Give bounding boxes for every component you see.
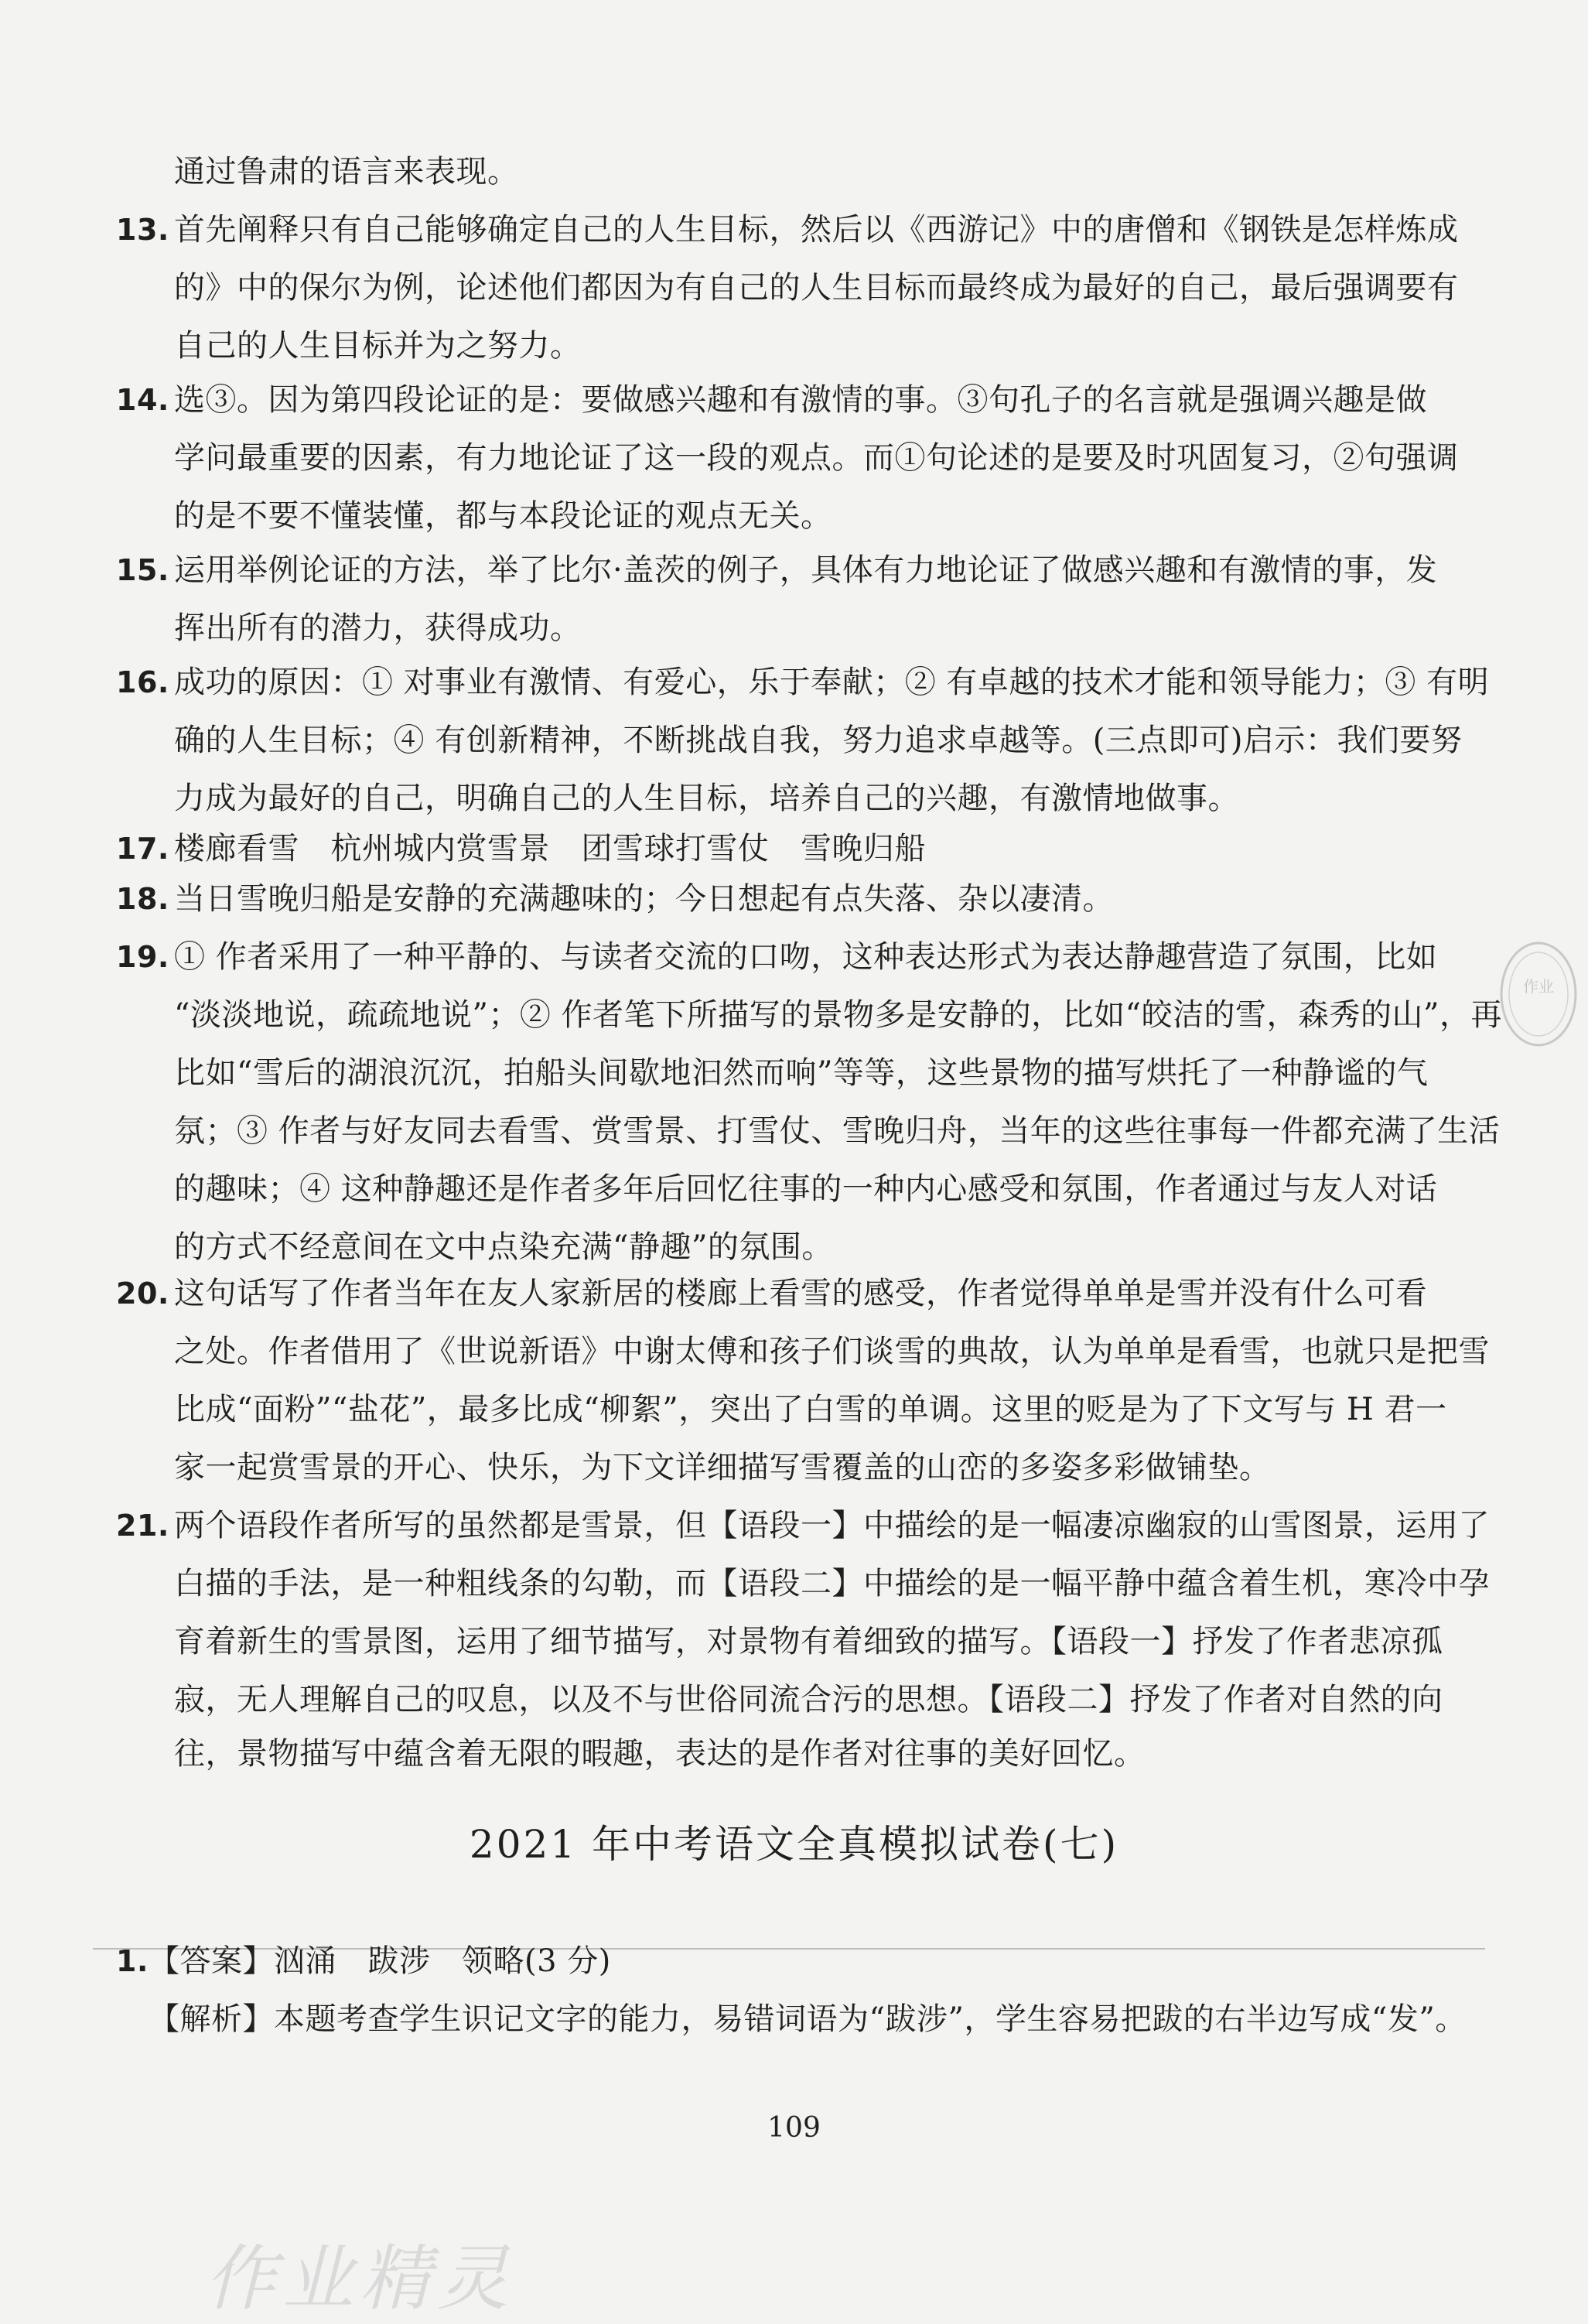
text-line: 的方式不经意间在文中点染充满“静趣”的氛围。 — [174, 1229, 833, 1265]
question-number: 19. — [116, 940, 169, 974]
question-number: 20. — [116, 1276, 169, 1311]
text-line: 家一起赏雪景的开心、快乐，为下文详细描写雪覆盖的山峦的多姿多彩做铺垫。 — [174, 1450, 1271, 1485]
question-1 — [116, 1942, 611, 1981]
text-line: 运用举例论证的方法，举了比尔·盖茨的例子，具体有力地论证了做感兴趣和有激情的事，发 — [174, 552, 1438, 588]
text-line: 这句话写了作者当年在友人家新居的楼廊上看雪的感受，作者觉得单单是雪并没有什么可看 — [174, 1276, 1427, 1311]
text-line: 通过鲁肃的语言来表现。 — [174, 154, 519, 190]
question-14 — [116, 381, 1427, 419]
question-number: 21. — [116, 1509, 169, 1543]
text-line: 的是不要不懂装懂，都与本段论证的观点无关。 — [174, 498, 832, 534]
question-number: 14. — [116, 383, 169, 417]
text-line: 确的人生目标；④ 有创新精神，不断挑战自我，努力追求卓越等。(三点即可)启示：我们要努 — [174, 723, 1463, 758]
text-line: 氛；③ 作者与好友同去看雪、赏雪景、打雪仗、雪晚归舟，当年的这些往事每一件都充满了生活 — [174, 1113, 1501, 1149]
text-line: ① 作者采用了一种平静的、与读者交流的口吻，这种表达形式为表达静趣营造了氛围，比如 — [174, 939, 1438, 975]
text-line: “淡淡地说，疏疏地说”；② 作者笔下所描写的景物多是安静的，比如“皎洁的雪，森秀的山”，再 — [174, 997, 1503, 1033]
text-line: 寂，无人理解自己的叹息，以及不与世俗同流合污的思想。【语段二】抒发了作者对自然的向 — [174, 1682, 1443, 1717]
text-line: 两个语段作者所写的虽然都是雪景，但【语段一】中描绘的是一幅凄凉幽寂的山雪图景，运用了 — [174, 1508, 1490, 1543]
question-number: 17. — [116, 832, 169, 866]
question-number: 16. — [116, 665, 169, 699]
text-line: 挥出所有的潜力，获得成功。 — [174, 610, 582, 646]
section-title: 2021 年中考语文全真模拟试卷(七) — [469, 1822, 1119, 1867]
question-number: 1. — [116, 1944, 149, 1978]
text-line: 自己的人生目标并为之努力。 — [174, 328, 582, 364]
text-line: 之处。作者借用了《世说新语》中谢太傅和孩子们谈雪的典故，认为单单是看雪，也就只是把雪 — [174, 1334, 1490, 1369]
text-line: 的》中的保尔为例，论述他们都因为有自己的人生目标而最终成为最好的自己，最后强调要有 — [174, 270, 1459, 306]
text-line: 选③。因为第四段论证的是：要做感兴趣和有激情的事。③句孔子的名言就是强调兴趣是做 — [174, 382, 1427, 418]
question-19 — [116, 938, 1437, 976]
watermark: 作业精灵 — [205, 2237, 515, 2320]
text-line: 首先阐释只有自己能够确定自己的人生目标，然后以《西游记》中的唐僧和《钢铁是怎样炼成 — [174, 212, 1459, 248]
text-line: 【答案】汹涌 跋涉 领略(3 分) — [149, 1943, 611, 1979]
text-line: 的趣味；④ 这种静趣还是作者多年后回忆往事的一种内心感受和氛围，作者通过与友人对话 — [174, 1171, 1438, 1207]
question-number: 18. — [116, 882, 169, 916]
text-line: 力成为最好的自己，明确自己的人生目标，培养自己的兴趣，有激情地做事。 — [174, 781, 1239, 816]
text-line: 比如“雪后的湖浪沉沉，拍船头间歇地汩然而响”等等，这些景物的描写烘托了一种静谧的气 — [174, 1055, 1429, 1091]
question-13 — [116, 210, 1459, 249]
question-20 — [116, 1274, 1427, 1313]
question-15 — [116, 551, 1437, 590]
text-line: 白描的手法，是一种粗线条的勾勒，而【语段二】中描绘的是一幅平静中蕴含着生机，寒冷中孕 — [174, 1566, 1490, 1601]
text-line: 育着新生的雪景图，运用了细节描写，对景物有着细致的描写。【语段一】抒发了作者悲凉孤 — [174, 1624, 1443, 1659]
question-21 — [116, 1506, 1490, 1545]
question-number: 13. — [116, 213, 169, 247]
text-line: 学问最重要的因素，有力地论证了这一段的观点。而①句论述的是要及时巩固复习，②句强调 — [174, 440, 1459, 476]
text-line: 【解析】本题考查学生识记文字的能力，易错词语为“跋涉”，学生容易把跋的右半边写成“发”。 — [149, 2001, 1467, 2037]
question-18 — [116, 880, 1114, 918]
text-line: 成功的原因：① 对事业有激情、有爱心，乐于奉献；② 有卓越的技术才能和领导能力；③ 有明 — [174, 665, 1490, 700]
page-number: 109 — [767, 2112, 821, 2144]
text-line: 比成“面粉”“盐花”，最多比成“柳絮”，突出了白雪的单调。这里的贬是为了下文写与 H 君一 — [174, 1392, 1447, 1427]
stamp-text: 作业 — [1523, 977, 1554, 996]
question-number: 15. — [116, 553, 169, 587]
stamp-icon — [1497, 936, 1580, 1052]
text-line: 当日雪晚归船是安静的充满趣味的；今日想起有点失落、杂以凄清。 — [174, 881, 1114, 917]
question-17 — [116, 829, 926, 868]
text-line: 楼廊看雪 杭州城内赏雪景 团雪球打雪仗 雪晚归船 — [174, 831, 926, 866]
text-line: 往，景物描写中蕴含着无限的暇趣，表达的是作者对往事的美好回忆。 — [174, 1736, 1146, 1772]
question-16 — [116, 663, 1489, 702]
